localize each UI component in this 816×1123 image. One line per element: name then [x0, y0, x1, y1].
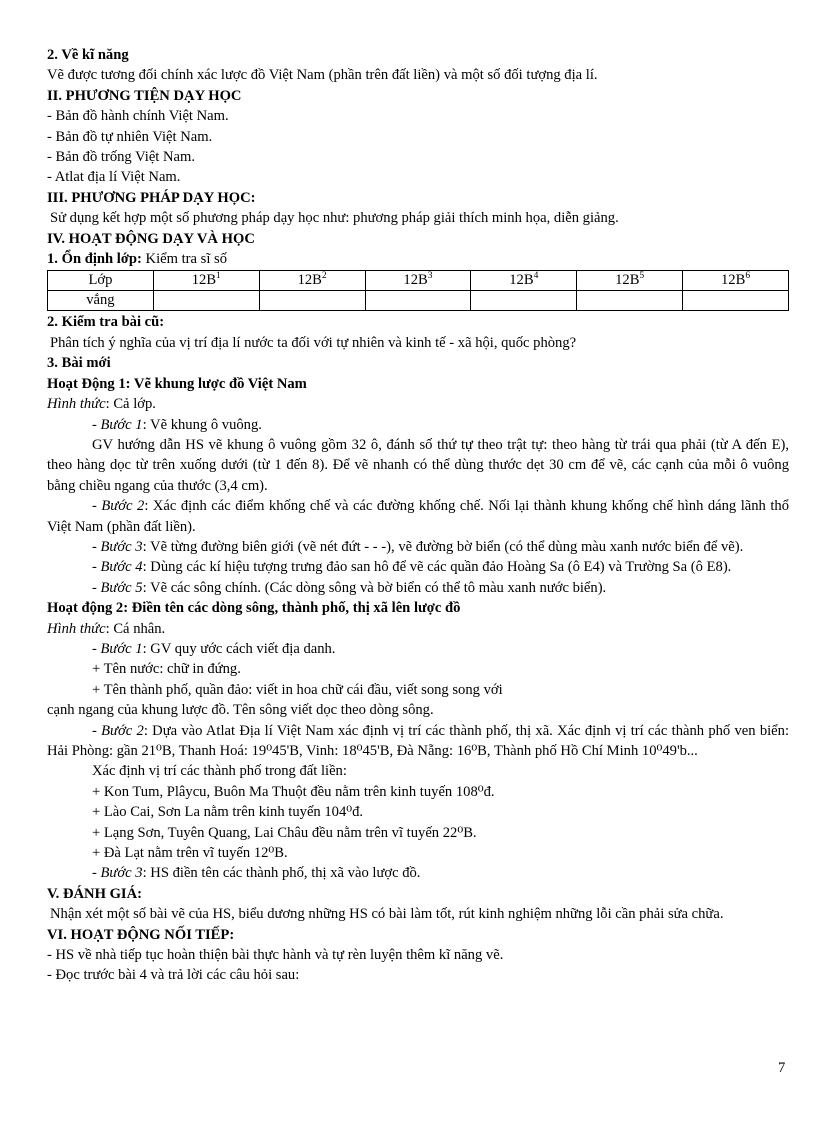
- activities-heading: IV. HOẠT ĐỘNG DẠY VÀ HỌC: [47, 230, 255, 247]
- evaluation-heading: V. ĐÁNH GIÁ:: [47, 885, 143, 902]
- attendance-absent-cell: [471, 291, 577, 311]
- activity1-step4: - Bước 4: Dùng các kí hiệu tượng trưng đảo san hô để vẽ các quần đảo Hoàng Sa (ô E4) và Trường Sa (ô E8).: [92, 559, 732, 576]
- attendance-row-label: vắng: [48, 291, 154, 311]
- stabilize-label: 1. Ổn định lớp:: [47, 251, 142, 268]
- activity2-inland-item: + Lào Cai, Sơn La nằm trên kinh tuyến 104⁰đ.: [92, 804, 364, 821]
- attendance-class-cell: $12B^3$: [365, 271, 471, 291]
- methods-text: Sử dụng kết hợp một số phương pháp dạy học như: phương pháp giải thích minh họa, diễn giảng.: [50, 210, 619, 227]
- followup-heading: VI. HOẠT ĐỘNG NỐI TIẾP:: [47, 926, 235, 943]
- activity2-inland-item: + Kon Tum, Plâycu, Buôn Ma Thuột đều nằm trên kinh tuyến 108⁰đ.: [92, 783, 495, 800]
- attendance-absent-cell: [259, 291, 365, 311]
- equipment-heading: II. PHƯƠNG TIỆN DẠY HỌC: [47, 87, 242, 104]
- attendance-absent-cell: [365, 291, 471, 311]
- activity2-inland-intro: Xác định vị trí các thành phố trong đất liền:: [92, 763, 347, 780]
- activity2-rule: + Tên nước: chữ in đứng.: [92, 661, 241, 678]
- attendance-table: [47, 270, 789, 311]
- page-number: 7: [778, 1060, 786, 1076]
- stabilize-line: [47, 249, 789, 269]
- methods-heading: III. PHƯƠNG PHÁP DẠY HỌC:: [47, 189, 256, 206]
- attendance-class-cell: $12B^2$: [259, 271, 365, 291]
- attendance-row-label: Lớp: [48, 271, 154, 291]
- review-heading: 2. Kiểm tra bài cũ:: [47, 314, 165, 331]
- evaluation-text: Nhận xét một số bài vẽ của HS, biểu dương những HS có bài làm tốt, rút kinh nghiệm những lỗi cần phải sửa chữa.: [50, 906, 724, 923]
- attendance-absent-cell: [683, 291, 789, 311]
- attendance-absent-cell: [153, 291, 259, 311]
- activity1-step2: - Bước 2: Xác định các điểm khống chế và các đường khống chế. Nối lại thành khung khống chế hình dáng lãnh thổ Việt Nam (phần đất liền).: [47, 498, 790, 535]
- activity2-form: Hình thức: Cá nhân.: [47, 620, 166, 637]
- attendance-class-row: [48, 271, 789, 291]
- attendance-class-cell: $12B^1$: [153, 271, 259, 291]
- attendance-absent-cell: [577, 291, 683, 311]
- new-lesson-heading: 3. Bài mới: [47, 355, 111, 372]
- equipment-item: - Bản đồ tự nhiên Việt Nam.: [47, 128, 213, 145]
- activity1-step5: - Bước 5: Vẽ các sông chính. (Các dòng sông và bờ biển có thể tô màu xanh nước biển).: [92, 579, 607, 596]
- activity1-step1-detail: GV hướng dẫn HS vẽ khung ô vuông gồm 32 ô, đánh số thứ tự theo trật tự: theo hàng từ trái qua phải (từ A đến E), theo hàng dọc từ trên xuống dưới (từ 1 đến 8). Để vẽ nhanh có thể dùng thước dẹt 30 cm để vẽ, các cạnh của mỗi ô vuông bằng chiều ngang của thước (3,4 cm).: [47, 436, 789, 494]
- equipment-item: - Atlat địa lí Việt Nam.: [47, 169, 181, 186]
- activity2-inland-item: + Đà Lạt nằm trên vĩ tuyến 12⁰B.: [92, 845, 288, 862]
- activity1-step1: - Bước 1: Vẽ khung ô vuông.: [92, 416, 262, 433]
- followup-item: - HS về nhà tiếp tục hoàn thiện bài thực hành và tự rèn luyện thêm kĩ năng vẽ.: [47, 947, 504, 964]
- stabilize-text: Kiểm tra sĩ số: [141, 251, 227, 268]
- activity2-step2: - Bước 2: Dựa vào Atlat Địa lí Việt Nam xác định vị trí các thành phố, thị xã. Xác định vị trí các thành phố ven biển: Hải Phòng: gần 21⁰B, Thanh Hoá: 19⁰45'B, Vinh: 18⁰45'B, Đà Nẵng: 16⁰B, Thành phố Hồ Chí Minh 10⁰49'b...: [47, 722, 790, 759]
- attendance-class-cell: $12B^6$: [683, 271, 789, 291]
- attendance-absent-row: [48, 291, 789, 311]
- activity1-step3: - Bước 3: Vẽ từng đường biên giới (vẽ nét đứt - - -), vẽ đường bờ biển (có thể dùng màu xanh nước biển để vẽ).: [92, 538, 744, 555]
- document-page: [47, 45, 789, 986]
- equipment-item: - Bản đồ hành chính Việt Nam.: [47, 108, 229, 125]
- skills-text: Vẽ được tương đối chính xác lược đồ Việt Nam (phần trên đất liền) và một số đối tượng địa lí.: [47, 67, 598, 84]
- activity2-step3: - Bước 3: HS điền tên các thành phố, thị xã vào lược đồ.: [92, 865, 421, 882]
- activity1-form: Hình thức: Cả lớp.: [47, 396, 156, 413]
- review-text: Phân tích ý nghĩa của vị trí địa lí nước ta đối với tự nhiên và kinh tế - xã hội, quốc phòng?: [50, 334, 577, 351]
- followup-item: - Đọc trước bài 4 và trả lời các câu hỏi sau:: [47, 967, 300, 984]
- activity2-rule: + Tên thành phố, quần đảo: viết in hoa chữ cái đầu, viết song song với: [92, 681, 503, 698]
- skills-heading: 2. Về kĩ năng: [47, 47, 129, 63]
- equipment-item: - Bản đồ trống Việt Nam.: [47, 149, 196, 166]
- activity2-inland-item: + Lạng Sơn, Tuyên Quang, Lai Châu đều nằm trên vĩ tuyến 22⁰B.: [92, 824, 477, 841]
- activity2-step1: - Bước 1: GV quy ước cách viết địa danh.: [92, 640, 336, 657]
- activity1-title: Hoạt Động 1: Vẽ khung lược đồ Việt Nam: [47, 375, 307, 392]
- activity2-title: Hoạt động 2: Điền tên các dòng sông, thành phố, thị xã lên lược đồ: [47, 600, 461, 617]
- attendance-class-cell: $12B^5$: [577, 271, 683, 291]
- activity2-rule-cont: cạnh ngang của khung lược đồ. Tên sông viết dọc theo dòng sông.: [47, 702, 434, 719]
- attendance-class-cell: $12B^4$: [471, 271, 577, 291]
